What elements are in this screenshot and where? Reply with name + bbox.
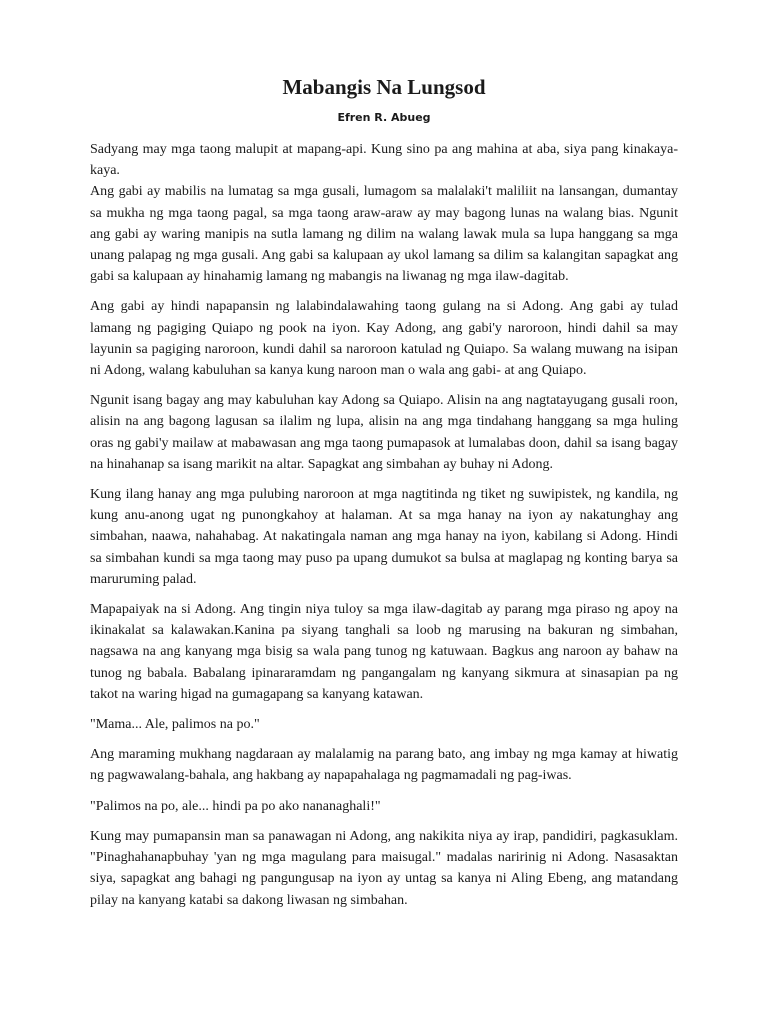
- paragraph: Ang gabi ay hindi napapansin ng lalabindalawahing taong gulang na si Adong. Ang gabi ay tulad lamang ng pagiging Quiapo ng pook na iyon. Kay Adong, ang gabi'y naroroon, hindi dahil sa may layunin sa pagiging naroroon, kundi dahil sa naroroon katulad ng Quiapo. Sa walang muwang na isipan ni Adong, walang kabuluhan sa kanya kung naroon man o wala ang gabi- at ang Quiapo.: [90, 299, 678, 379]
- document-body: [90, 139, 678, 911]
- paragraph: "Mama... Ale, palimos na po.": [90, 717, 260, 733]
- paragraph: "Palimos na po, ale... hindi pa po ako nananaghali!": [90, 798, 381, 814]
- paragraph: Kung may pumapansin man sa panawagan ni Adong, ang nakikita niya ay irap, pandidiri, pagkasuklam. "Pinaghahanapbuhay 'yan ng mga magulang para maisugal." madalas naririnig ni Adong. Nasasaktan siya, sapagkat ang bahagi ng pangungusap na iyon ay untag sa kanya ni Aling Ebeng, ang matandang pilay na kanyang katabi sa dakong liwasan ng simbahan.: [90, 828, 678, 908]
- paragraph: Mapapaiyak na si Adong. Ang tingin niya tuloy sa mga ilaw-dagitab ay parang mga piraso ng apoy na ikinakalat sa kalawakan.Kanina pa siyang tanghali sa loob ng marusing na bakuran ng simbahan, nagsawa na ang kanyang mga bisig sa wala pang tunog ng katuwaan. Bagkus ang naroon ay bahaw na tunog ng babala. Babalang ipinararamdam ng pangangalam ng kanyang sikmura at sinasapian pa ng takot na waring higad na gumagapang sa kanyang katawan.: [90, 602, 678, 702]
- paragraph: Ang maraming mukhang nagdaraan ay malalamig na parang bato, ang imbay ng mga kamay at hiwatig ng pagwawalang-bahala, ang hakbang ay napapahalaga ng pagmamadali ng pag-iwas.: [90, 747, 678, 784]
- paragraph: Ngunit isang bagay ang may kabuluhan kay Adong sa Quiapo. Alisin na ang nagtatayugang gusali roon, alisin na ang bagong lagusan sa ilalim ng lupa, alisin na ang mga tindahang hanggang sa mga huling oras ng gabi'y mailaw at mabawasan ang mga taong pumapasok at lumalabas doon, dahil sa isang bagay na hinahanap sa isang marikit na altar. Sapagkat ang simbahan ay buhay ni Adong.: [90, 393, 678, 472]
- paragraph: Kung ilang hanay ang mga pulubing naroroon at mga nagtitinda ng tiket ng suwipistek, ng kandila, ng kung anu-anong ugat ng punongkahoy at halaman. At sa mga hanay na iyon ay nakatunghay ang simbahan, naawa, nahahabag. At nakatingala naman ang mga hanay na iyon, kabilang si Adong. Hindi sa simbahan kundi sa mga taong may puso pa upang dumukot sa bulsa at maglapag ng konting barya sa maruruming palad.: [90, 487, 678, 587]
- document-author: Efren R. Abueg: [337, 111, 431, 124]
- paragraph: Sadyang may mga taong malupit at mapang-api. Kung sino pa ang mahina at aba, siya pang kinakaya-kaya.: [90, 142, 678, 179]
- paragraph: Ang gabi ay mabilis na lumatag sa mga gusali, lumagom sa malalaki't maliliit na lansangan, dumantay sa mukha ng mga taong pagal, sa mga taong araw-araw ay may bagong lunas na walang bias. Ngunit ang gabi ay waring manipis na sutla lamang ng dilim na walang lawak mula sa lupa hanggang sa mga unang palapag ng mga gusali. Ang gabi sa kalupaan ay ukol lamang sa dilim sa kalangitan sapagkat ang gabi sa kalupaan ay hinahamig lamang ng mabangis na liwanag ng mga ilaw-dagitab.: [90, 184, 678, 285]
- document-title: Mabangis Na Lungsod: [282, 75, 486, 99]
